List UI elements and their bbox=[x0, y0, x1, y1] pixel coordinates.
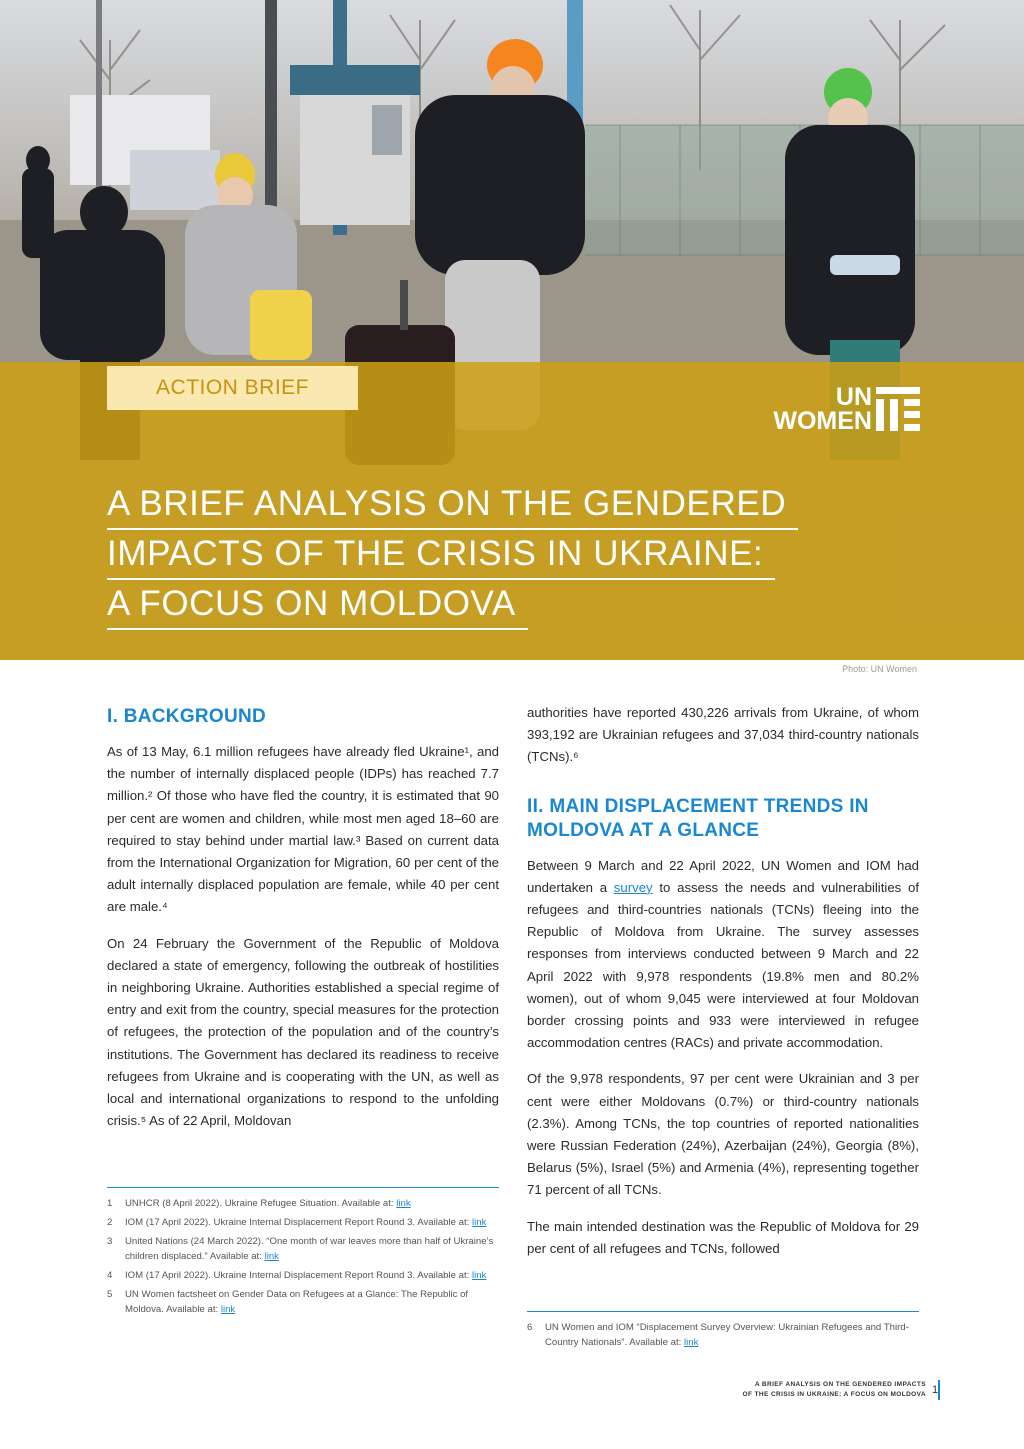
footnote-link[interactable]: link bbox=[220, 1304, 236, 1315]
title-line-1: A BRIEF ANALYSIS ON THE GENDERED bbox=[107, 480, 798, 530]
running-footer bbox=[743, 1380, 940, 1400]
footnote-link[interactable]: link bbox=[684, 1337, 699, 1348]
footnote-number: 6 bbox=[527, 1322, 533, 1333]
footnote-text: IOM (17 April 2022). Ukraine Internal Displacement Report Round 3. Available at: bbox=[125, 1217, 472, 1228]
footnote-link[interactable]: link bbox=[471, 1217, 487, 1228]
footer-line-2: OF THE CRISIS IN UKRAINE: A FOCUS ON MOLDOVA bbox=[742, 1391, 926, 1398]
footnote-number: 4 bbox=[107, 1270, 113, 1281]
title-line-3: A FOCUS ON MOLDOVA bbox=[107, 580, 528, 630]
footnote-text: UN Women factsheet on Gender Data on Refugees at a Glance: The Republic of Moldova. Available at: bbox=[125, 1289, 469, 1315]
respondents-paragraph: Of the 9,978 respondents, 97 per cent were Ukrainian and 3 per cent were either Moldovans (0.7%) or third-country nationals (2.3%). Among TCNs, the top countries of reported nationalities were Russian Federation (24%), Azerbaijan (24%), Georgia (8%), Belarus (5%), Israel (5%) and Armenia (4%), representing together 71 percent of all TCNs. bbox=[527, 1071, 919, 1198]
footnote-link[interactable]: link bbox=[264, 1251, 279, 1262]
survey-text-pre: Between 9 March and 22 April 2022, UN Women and IOM had undertaken a bbox=[527, 857, 919, 895]
footnote-text: UN Women and IOM “Displacement Survey Overview: Ukrainian Refugees and Third-Country Nationals”. Available at: bbox=[545, 1322, 909, 1348]
page-number: 1 bbox=[932, 1384, 939, 1396]
section-heading-background: I. BACKGROUND bbox=[107, 706, 267, 727]
footnote-text: IOM (17 April 2022). Ukraine Internal Displacement Report Round 3. Available at: bbox=[125, 1270, 472, 1281]
footnote-6 bbox=[527, 1320, 919, 1350]
document-title bbox=[107, 480, 937, 630]
footnote-2 bbox=[107, 1215, 499, 1230]
footnote-text: UNHCR (8 April 2022). Ukraine Refugee Situation. Available at: bbox=[125, 1198, 397, 1209]
footnote-link[interactable]: link bbox=[471, 1270, 487, 1281]
survey-text-post: to assess the needs and vulnerabilities of refugees and third-countries nationals (TCNs) fleeing into the Republic of Moldova from Ukraine. The survey assesses responses from interviews conducted between 9 March and 22 April 2022 with 9,978 respondents (19.8% men and 80.2% women), out of whom 9,045 were interviewed at four Moldovan border crossing points and 933 were interviewed in refugee accommodation centres (RACs) and private accommodation. bbox=[527, 879, 919, 1051]
photo-credit: Photo: UN Women bbox=[842, 664, 917, 674]
footer-line-1: A BRIEF ANALYSIS ON THE GENDERED IMPACTS bbox=[754, 1381, 926, 1388]
footnote-text: United Nations (24 March 2022). “One month of war leaves more than half of Ukraine’s children displaced.” Available at: bbox=[125, 1236, 494, 1262]
destination-paragraph: The main intended destination was the Republic of Moldova for 29 per cent of all refugees and TCNs, followed bbox=[527, 1218, 919, 1256]
left-column bbox=[107, 705, 499, 1146]
footnotes-left bbox=[107, 1187, 499, 1321]
arrivals-paragraph: authorities have reported 430,226 arrivals from Ukraine, of whom 393,192 are Ukrainian refugees and 37,034 third-country nationals (TCNs).⁶ bbox=[527, 705, 919, 765]
cover-photo bbox=[0, 0, 1024, 660]
background-paragraph-2: On 24 February the Government of the Republic of Moldova declared a state of emergency, following the outbreak of hostilities in neighboring Ukraine. Authorities established a special regime of entry and exit from the country, special measures for the protection of refugees, the protection of the population and of the country’s institutions. The Government has declared its readiness to receive refugees from Ukraine and is cooperating with the UN, as well as local and international organizations to respond to the unfolding crisis.⁵ As of 22 April, Moldovan bbox=[107, 935, 499, 1129]
un-women-logo bbox=[752, 385, 922, 437]
footnote-5 bbox=[107, 1287, 499, 1317]
footnote-number: 1 bbox=[107, 1198, 113, 1209]
footnote-4 bbox=[107, 1268, 499, 1283]
survey-link[interactable]: survey bbox=[613, 879, 653, 895]
footnotes-right bbox=[527, 1311, 919, 1354]
footnote-number: 2 bbox=[107, 1217, 113, 1228]
section-heading-displacement-trends: II. MAIN DISPLACEMENT TRENDS IN MOLDOVA AT A GLANCE bbox=[527, 795, 869, 841]
right-column bbox=[527, 702, 919, 1274]
action-brief-badge: ACTION BRIEF bbox=[107, 366, 358, 410]
logo-line-un: UN bbox=[835, 383, 872, 411]
un-women-emblem-icon bbox=[876, 387, 920, 431]
survey-paragraph bbox=[527, 855, 919, 1055]
logo-wordmark bbox=[752, 385, 872, 433]
background-paragraph-1: As of 13 May, 6.1 million refugees have already fled Ukraine¹, and the number of internally displaced people (IDPs) has reached 7.7 million.² Of those who have fled the country, it is estimated that 90 per cent are women and children, while most men aged 18–60 are required to stay behind under martial law.³ Based on current data from the International Organization for Migration, 60 per cent of the adult internally displaced population are female, while 40 per cent are male.⁴ bbox=[107, 744, 499, 915]
footnote-link[interactable]: link bbox=[396, 1198, 411, 1209]
footnote-number: 5 bbox=[107, 1289, 113, 1300]
title-line-2: IMPACTS OF THE CRISIS IN UKRAINE: bbox=[107, 530, 775, 580]
footnote-number: 3 bbox=[107, 1236, 113, 1247]
logo-line-women: WOMEN bbox=[773, 407, 872, 435]
footnote-3 bbox=[107, 1234, 499, 1264]
footnote-1 bbox=[107, 1196, 499, 1211]
